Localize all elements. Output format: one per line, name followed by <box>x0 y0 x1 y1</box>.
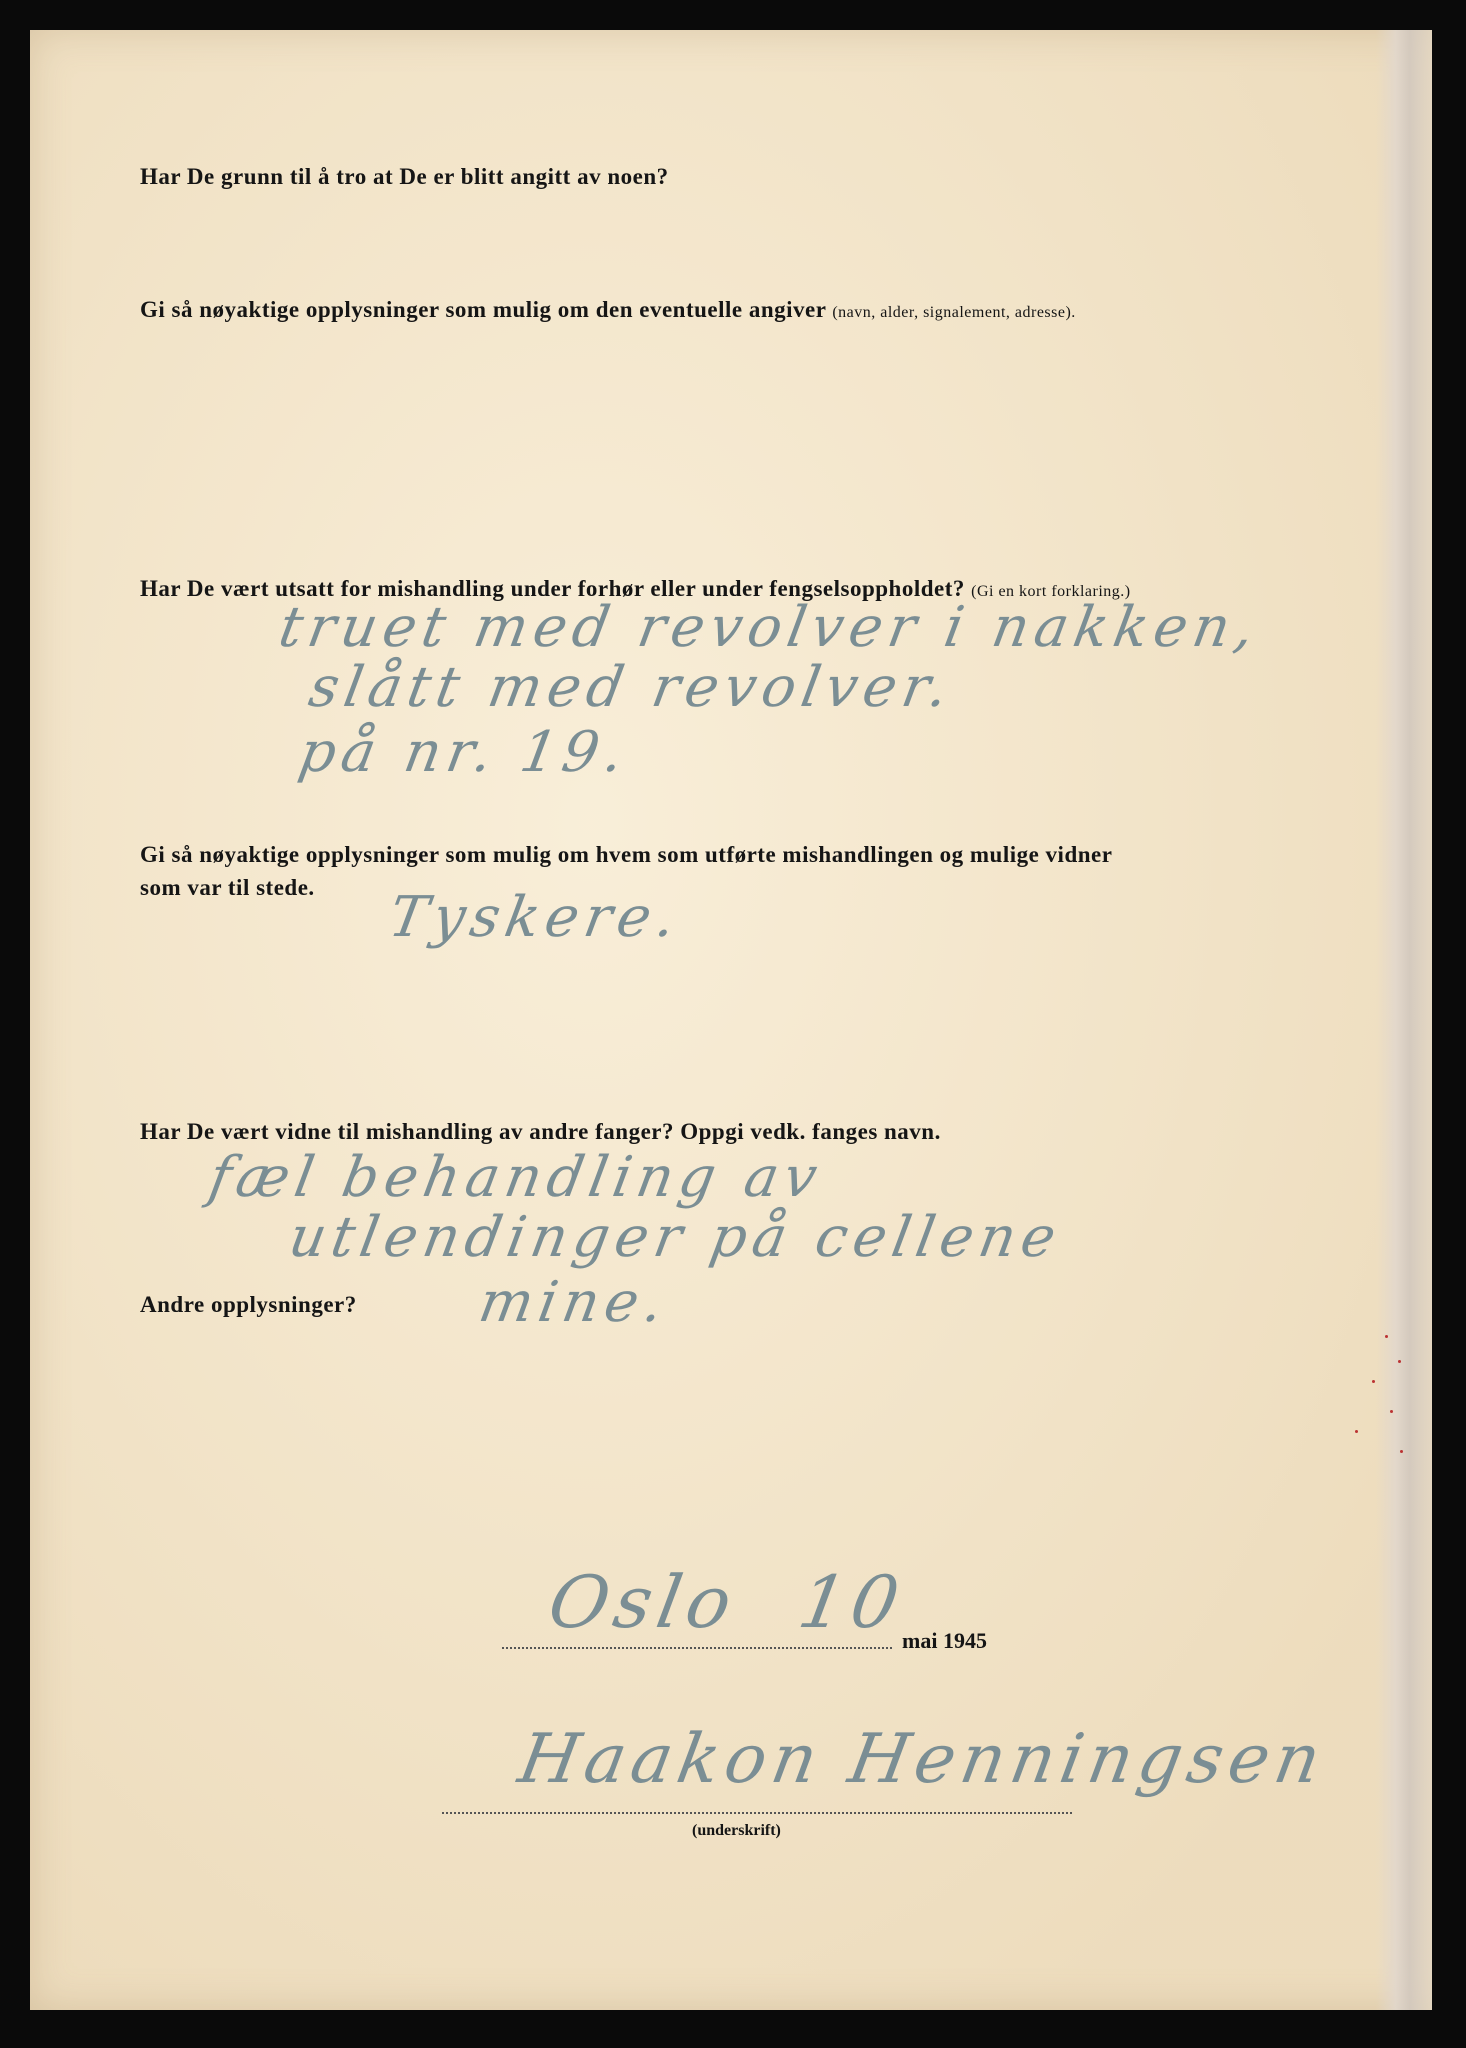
answer-witnessed-line3: mine. <box>474 1270 674 1335</box>
answer-witnessed-line1: fæl behandling av <box>204 1145 828 1210</box>
question-informed-text: Har De grunn til å tro at De er blitt angitt av noen? <box>140 164 669 189</box>
date-dotted-line <box>502 1647 892 1649</box>
question-perpetrators-line2: som var til stede. <box>140 875 315 900</box>
question-informer-details-text: Gi så nøyaktige opplysninger som mulig om den eventuelle angiver <box>140 297 827 322</box>
question-witnessed-text: Har De vært vidne til mishandling av andre fanger? Oppgi vedk. fanges navn. <box>140 1119 941 1144</box>
question-informer-details <box>140 293 1076 329</box>
form-page <box>30 30 1432 2010</box>
signature-label: (underskrift) <box>692 1822 781 1839</box>
answer-mistreatment-line1: truet med revolver i nakken, <box>274 595 1265 660</box>
question-informer-details-note: (navn, alder, signalement, adresse). <box>832 304 1076 321</box>
answer-mistreatment-line2: slått med revolver. <box>304 655 959 720</box>
handwritten-signature: Haakon Henningsen <box>513 1720 1333 1799</box>
stamp-trace <box>1400 1450 1403 1453</box>
question-other-info <box>140 1288 357 1321</box>
handwritten-day: 10 <box>792 1560 912 1644</box>
question-witnessed <box>140 1115 941 1148</box>
question-mistreatment-text: Har De vært utsatt for mishandling under forhør eller under fengselsoppholdet? <box>140 576 965 601</box>
answer-mistreatment-line3: på nr. 19. <box>294 720 635 785</box>
page-edge-strip <box>1376 30 1432 2010</box>
answer-perpetrators: Tyskere. <box>384 885 687 950</box>
question-mistreatment-note: (Gi en kort forklaring.) <box>971 583 1131 600</box>
date-suffix: mai 1945 <box>902 1628 987 1653</box>
stamp-trace <box>1372 1380 1375 1383</box>
stamp-trace <box>1398 1360 1401 1363</box>
stamp-trace <box>1390 1410 1393 1413</box>
handwritten-place: Oslo <box>542 1560 744 1644</box>
stamp-trace <box>1355 1430 1358 1433</box>
question-perpetrators-line1: Gi så nøyaktige opplysninger som mulig om hvem som utførte mishandlingen og mulige vidner <box>140 842 1113 867</box>
answer-witnessed-line2: utlendinger på cellene <box>284 1205 1067 1270</box>
signature-dotted-line <box>442 1812 1072 1814</box>
question-other-info-text: Andre opplysninger? <box>140 1292 357 1317</box>
stamp-trace <box>1385 1335 1388 1338</box>
question-informed <box>140 160 669 193</box>
